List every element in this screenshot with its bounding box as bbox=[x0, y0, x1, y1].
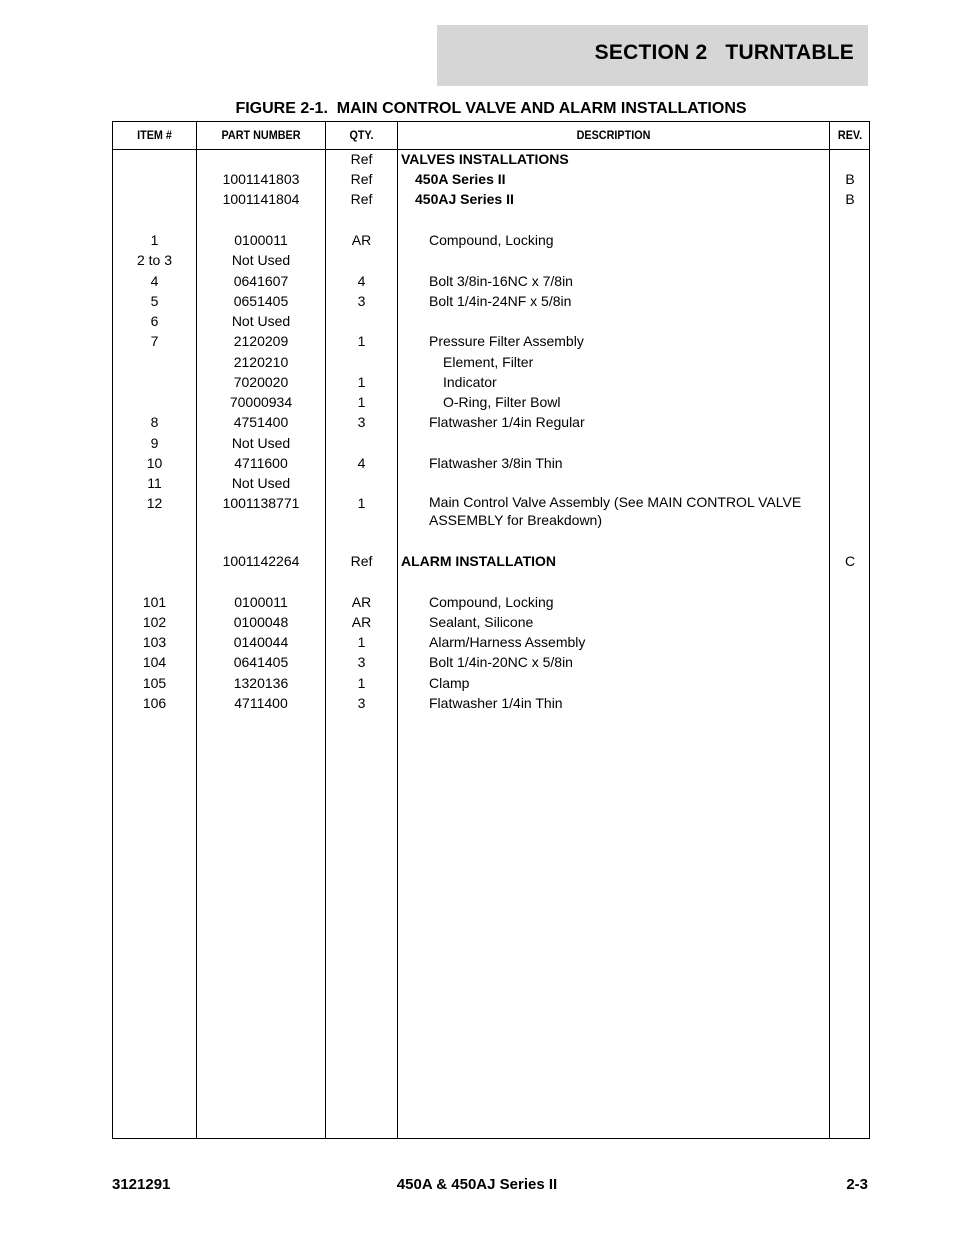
description-cell: 450A Series II bbox=[415, 171, 506, 187]
table-row bbox=[113, 189, 869, 209]
item-number-cell: 4 bbox=[150, 273, 159, 289]
quantity-cell: Ref bbox=[350, 151, 373, 167]
part-number-cell: 4711600 bbox=[234, 455, 288, 471]
description-cell: Compound, Locking bbox=[429, 594, 554, 610]
description-cell: Main Control Valve Assembly (See MAIN CONTROL VALVE ASSEMBLY for Breakdown) bbox=[429, 494, 802, 528]
table-row bbox=[113, 311, 869, 331]
quantity-cell: AR bbox=[351, 614, 372, 630]
quantity-cell: AR bbox=[351, 232, 372, 248]
part-number-cell: 1001142264 bbox=[222, 553, 300, 569]
description-cell: Indicator bbox=[443, 374, 497, 390]
quantity-cell: Ref bbox=[350, 191, 373, 207]
table-row bbox=[113, 291, 869, 311]
table-row bbox=[113, 493, 869, 528]
quantity-cell: 1 bbox=[357, 374, 366, 390]
description-cell: Bolt 3/8in-16NC x 7/8in bbox=[429, 273, 573, 289]
item-number-cell: 10 bbox=[146, 455, 163, 471]
part-number-cell: Not Used bbox=[231, 475, 291, 491]
item-number-cell: 101 bbox=[142, 594, 167, 610]
part-number-cell: 70000934 bbox=[229, 394, 293, 410]
item-number-cell: 9 bbox=[150, 435, 159, 451]
revision-cell: C bbox=[844, 553, 856, 569]
table-row bbox=[113, 169, 869, 189]
item-number-cell: 104 bbox=[142, 654, 167, 670]
part-number-cell: 7020020 bbox=[233, 374, 289, 390]
part-number-cell: 2120209 bbox=[233, 333, 289, 349]
part-number-cell: 0100048 bbox=[233, 614, 289, 630]
part-number-cell: Not Used bbox=[231, 435, 291, 451]
revision-cell: B bbox=[845, 171, 855, 187]
item-number-cell: 105 bbox=[142, 675, 167, 691]
item-number-cell: 5 bbox=[150, 293, 159, 309]
quantity-cell: 3 bbox=[357, 654, 366, 670]
table-row bbox=[113, 250, 869, 270]
description-cell: Pressure Filter Assembly bbox=[429, 333, 584, 349]
description-cell: Sealant, Silicone bbox=[429, 614, 534, 630]
item-number-cell: 12 bbox=[146, 495, 163, 511]
table-row bbox=[113, 592, 869, 612]
part-number-cell: 0641607 bbox=[233, 273, 289, 289]
table-row bbox=[113, 632, 869, 652]
part-number-cell: 0100011 bbox=[234, 232, 288, 248]
description-cell: Flatwasher 1/4in Regular bbox=[429, 414, 585, 430]
table-row bbox=[113, 473, 869, 493]
table-row bbox=[113, 433, 869, 453]
part-number-cell: 0140044 bbox=[233, 634, 289, 650]
quantity-cell: 4 bbox=[357, 273, 366, 289]
figure-title: FIGURE 2-1. MAIN CONTROL VALVE AND ALARM INSTALLATIONS bbox=[235, 100, 747, 117]
quantity-cell: 1 bbox=[357, 333, 366, 349]
description-cell: Compound, Locking bbox=[429, 232, 554, 248]
description-cell: Flatwasher 1/4in Thin bbox=[429, 695, 563, 711]
item-number-cell: 8 bbox=[150, 414, 159, 430]
quantity-cell: 3 bbox=[357, 414, 366, 430]
quantity-cell: AR bbox=[351, 594, 372, 610]
item-number-cell: 2 to 3 bbox=[136, 252, 173, 268]
part-number-cell: 4711400 bbox=[234, 695, 288, 711]
description-cell: O-Ring, Filter Bowl bbox=[443, 394, 561, 410]
part-number-cell: Not Used bbox=[231, 313, 291, 329]
table-row bbox=[113, 372, 869, 392]
table-row bbox=[113, 551, 869, 571]
part-number-cell: 0641405 bbox=[233, 654, 289, 670]
quantity-cell: 1 bbox=[357, 495, 366, 511]
item-number-cell: 103 bbox=[142, 634, 167, 650]
table-row bbox=[113, 693, 869, 713]
part-number-cell: 0100011 bbox=[234, 594, 288, 610]
table-row bbox=[113, 392, 869, 412]
table-row bbox=[113, 230, 869, 250]
part-number-cell: Not Used bbox=[231, 252, 291, 268]
revision-cell: B bbox=[845, 191, 855, 207]
part-number-cell: 2120210 bbox=[233, 354, 289, 370]
part-number-cell: 1001138771 bbox=[222, 495, 300, 511]
part-number-cell: 1001141804 bbox=[222, 191, 300, 207]
quantity-cell: 4 bbox=[357, 455, 366, 471]
table-row bbox=[113, 673, 869, 693]
description-cell: Bolt 1/4in-20NC x 5/8in bbox=[429, 654, 573, 670]
table-row bbox=[113, 453, 869, 473]
part-number-cell: 1320136 bbox=[233, 675, 289, 691]
table-row bbox=[113, 271, 869, 291]
part-number-cell: 1001141803 bbox=[222, 171, 300, 187]
description-cell: Flatwasher 3/8in Thin bbox=[429, 455, 563, 471]
table-row bbox=[113, 612, 869, 632]
quantity-cell: 1 bbox=[357, 675, 366, 691]
quantity-cell: 1 bbox=[357, 394, 366, 410]
quantity-cell: Ref bbox=[350, 171, 373, 187]
item-number-cell: 11 bbox=[147, 475, 162, 491]
description-cell: Element, Filter bbox=[443, 354, 534, 370]
item-number-cell: 102 bbox=[142, 614, 167, 630]
quantity-cell: 3 bbox=[357, 293, 366, 309]
quantity-cell: 1 bbox=[357, 634, 366, 650]
part-number-cell: 4751400 bbox=[233, 414, 289, 430]
section-title: SECTION 2 TURNTABLE bbox=[594, 41, 854, 64]
header-qty: QTY. bbox=[349, 128, 374, 142]
description-cell: Bolt 1/4in-24NF x 5/8in bbox=[429, 293, 572, 309]
table-row bbox=[113, 331, 869, 351]
table-row bbox=[113, 352, 869, 372]
item-number-cell: 106 bbox=[142, 695, 167, 711]
footer-page-number: 2-3 bbox=[846, 1176, 868, 1193]
header-rev: REV. bbox=[837, 128, 863, 142]
table-row bbox=[113, 652, 869, 672]
footer-model: 450A & 450AJ Series II bbox=[396, 1176, 558, 1193]
item-number-cell: 7 bbox=[150, 333, 159, 349]
quantity-cell: Ref bbox=[350, 553, 373, 569]
header-item: ITEM # bbox=[137, 128, 172, 142]
quantity-cell: 3 bbox=[357, 695, 366, 711]
header-part-number: PART NUMBER bbox=[221, 128, 301, 142]
part-number-cell: 0651405 bbox=[233, 293, 289, 309]
footer-doc-number: 3121291 bbox=[112, 1176, 171, 1193]
table-row bbox=[113, 149, 869, 169]
header-description: DESCRIPTION bbox=[576, 128, 651, 142]
description-cell: 450AJ Series II bbox=[415, 191, 514, 207]
description-cell: VALVES INSTALLATIONS bbox=[401, 151, 569, 167]
description-cell: Clamp bbox=[429, 675, 470, 691]
item-number-cell: 6 bbox=[150, 313, 159, 329]
table-row bbox=[113, 412, 869, 432]
section-banner bbox=[437, 25, 868, 86]
parts-table bbox=[112, 121, 870, 1139]
description-cell: Alarm/Harness Assembly bbox=[429, 634, 586, 650]
item-number-cell: 1 bbox=[150, 232, 159, 248]
description-cell: ALARM INSTALLATION bbox=[401, 553, 557, 569]
